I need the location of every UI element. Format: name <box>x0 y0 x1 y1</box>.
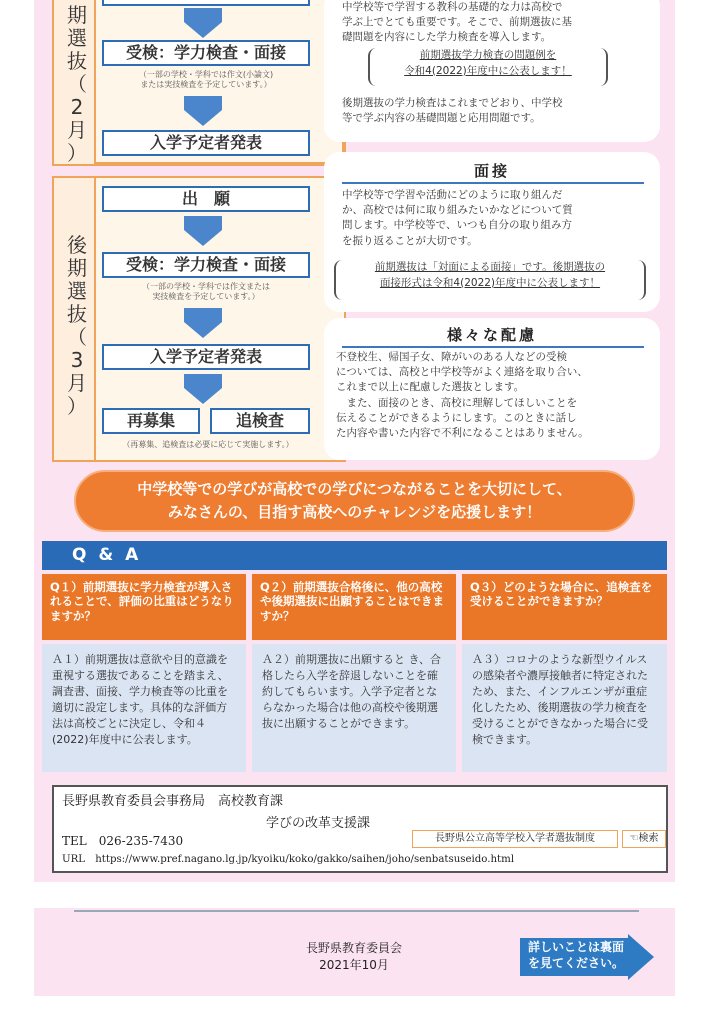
divider-line <box>74 910 639 912</box>
second-round-panel <box>52 176 346 462</box>
flow-arrow-icon <box>184 8 222 38</box>
second-round-flow <box>94 176 346 462</box>
question-3: Q３）どのような場合に、追検査を受けることができますか？ <box>462 574 667 640</box>
flow-arrow-icon <box>184 216 222 246</box>
flow-arrow-icon <box>184 374 222 404</box>
second-round-exam-box: 受検：学力検査・面接 <box>102 252 310 278</box>
exam-card-text: 中学校等で学習する教科の基礎的な力は高校で 学ぶ上でとても重要です。そこで、前期選抜に基 礎問題を内容にした学力検査を導入します。 <box>342 1 572 44</box>
contact-org: 長野県教育委員会事務局 高校教育課 <box>62 794 284 809</box>
exam-card <box>324 0 660 142</box>
interview-card-text: 中学校等で学習や活動にどのように取り組んだ か、高校では何に取り組みたいかなどについて質 問します。中学校等で、いつも自分の取り組み方 を振り返ることが大切です。 <box>342 189 573 247</box>
title-underline <box>342 182 644 184</box>
contact-box <box>52 785 668 873</box>
contact-dept: 学びの改革支援課 <box>266 816 371 831</box>
answer-2: Ａ２）前期選抜に出願すると き、合格したら入学を辞退しないことを確約してもらいます。入学予定者とならなかった場合は他の高校や後期選抜に出願することができます。 <box>252 644 456 772</box>
retest-note: （再募集、追検査は必要に応じて実施します。） <box>122 440 294 449</box>
title-underline <box>342 346 644 348</box>
issuer-name: 長野県教育委員会 <box>305 941 402 955</box>
banner-line-1: 中学校等での学びが高校での学びにつながることを大切にして、 <box>137 480 572 498</box>
exam-card-text-bottom: 後期選抜の学力検査はこれまでどおり、中学校 等で学ぶ内容の基礎問題と応用問題です。 <box>342 97 563 125</box>
message-banner <box>74 470 635 532</box>
next-page-line-1: 詳しいことは裏面 <box>528 940 625 954</box>
banner-line-2: みなさんの、目指す高校へのチャレンジを応援します！ <box>167 502 542 521</box>
flow-arrow-icon <box>184 96 222 126</box>
consideration-card-text: 不登校生、帰国子女、障がいのある人などの受検 については、高校と中学校等がよく連絡を取り合い、 これまで以上に配慮した選抜とします。 また、面接のとき、高校に理解してほしいことを 伝えることができるようにします。このときに話し た内容や書いた内容で不利になることはありません。 <box>336 351 589 440</box>
qa-header: Q & A <box>42 541 667 570</box>
second-round-exam-note: （一部の学校・学科では作文または 実技検査を予定しています。） <box>142 282 270 302</box>
second-round-label: 後 期 選 抜 （ 3 月 ） <box>67 233 87 418</box>
flow-arrow-icon <box>184 308 222 338</box>
re-recruit-box: 再募集 <box>102 408 200 434</box>
retest-box: 追検査 <box>210 408 310 434</box>
interview-announcement: 前期選抜は「対面による面接」です。後期選抜の 面接形式は令和4(2022)年度中に公表します！ <box>334 260 646 300</box>
first-round-result-box: 入学予定者発表 <box>102 130 310 156</box>
issue-date: 2021年10月 <box>319 958 389 973</box>
next-page-line-2: を見てください。 <box>528 955 625 970</box>
answer-3: Ａ３）コロナのような新型ウイルスの感染者や濃厚接触者に特定されたため、また、インフルエンザが重症化したため、後期選抜の学力検査を受けることができなかった場合に受検できます。 <box>462 644 667 772</box>
search-term-box: 長野県公立高等学校入学者選抜制度 <box>412 830 618 848</box>
interview-card <box>324 152 660 312</box>
leaflet-page <box>34 0 675 1024</box>
exam-announcement: 前期選抜学力検査の問題例を 令和4(2022)年度中に公表します！ <box>368 48 608 86</box>
question-1: Q１）前期選抜に学力検査が導入されることで、評価の比重はどうなりますか？ <box>42 574 246 640</box>
first-round-panel <box>52 0 346 166</box>
contact-tel: TEL 026-235-7430 <box>62 834 184 848</box>
first-round-label: 期 選 抜 （ 2 月 ） <box>67 3 87 165</box>
issuer <box>254 940 454 975</box>
interview-title: 面接 <box>473 162 510 180</box>
second-round-result-box: 入学予定者発表 <box>102 344 310 370</box>
first-round-apply-box <box>102 0 310 6</box>
first-round-exam-note: （一部の学校・学科では作文(小論文) または実技検査を予定しています。） <box>138 70 274 90</box>
search-button: ☜検索 <box>622 830 666 848</box>
consideration-card <box>324 318 660 460</box>
answer-1: Ａ１）前期選抜は意欲や目的意識を重視する選抜であることを踏まえ、調査書、面接、学力検査等の比重を適切に設定します。具体的な評価方法は高校ごとに決定し、令和４(2022)年度中に公表します。 <box>42 644 246 772</box>
first-round-flow <box>94 0 344 164</box>
first-round-exam-box: 受検：学力検査・面接 <box>102 40 310 66</box>
next-page-arrow <box>520 934 660 980</box>
pointing-hand-icon: ☜ <box>629 833 639 844</box>
contact-url[interactable]: URL https://www.pref.nagano.lg.jp/kyoiku/koko/gakko/saihen/joho/senbatsuseido.html <box>62 854 515 865</box>
second-round-apply-box: 出 願 <box>102 186 310 212</box>
consideration-title: 様々な配慮 <box>446 326 537 344</box>
question-2: Q２）前期選抜合格後に、他の高校や後期選抜に出願することはできますか？ <box>252 574 456 640</box>
